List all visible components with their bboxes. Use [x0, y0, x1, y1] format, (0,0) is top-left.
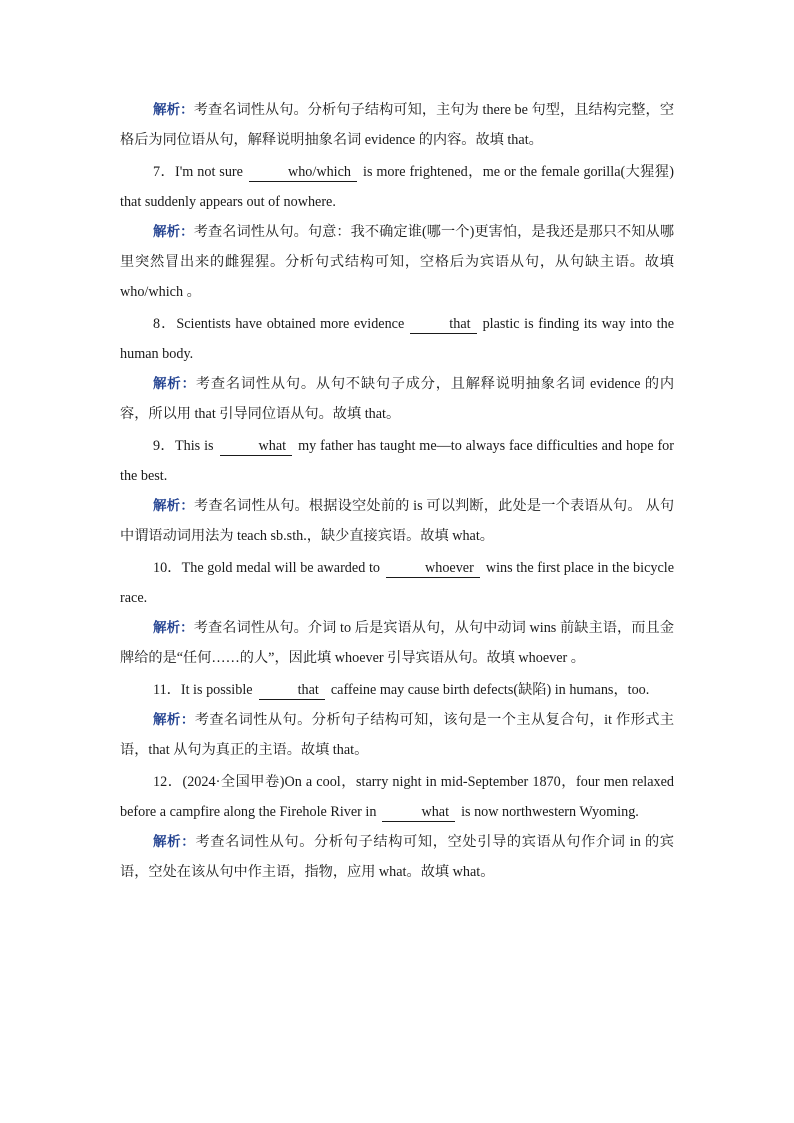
explanation-6 — [120, 95, 674, 155]
explanation-12 — [120, 827, 674, 887]
answer-blank: whoever — [386, 560, 480, 578]
question-9 — [120, 431, 674, 491]
explanation-11 — [120, 705, 674, 765]
question-11 — [120, 675, 674, 705]
question-text-after: caffeine may cause birth defects(缺陷) in humans，too. — [330, 682, 650, 698]
question-text-after: my father has taught me—to always face difficulties and hope for the best. — [120, 438, 674, 484]
answer-blank: who/which — [249, 164, 357, 182]
question-text-before: 10．The gold medal will be awarded to — [153, 560, 380, 576]
answer-blank: that — [410, 316, 476, 334]
explanation-text: 考查名词性从句。从句不缺句子成分，且解释说明抽象名词 evidence 的内容，所以用 that 引导同位语从句。故填 that。 — [120, 376, 675, 422]
question-text-before: 7．I'm not sure — [153, 164, 243, 180]
explanation-10 — [120, 613, 674, 673]
question-8 — [120, 309, 674, 369]
question-10 — [120, 553, 674, 613]
answer-blank: what — [220, 438, 293, 456]
question-7 — [120, 157, 674, 217]
question-text-after: is now northwestern Wyoming. — [461, 804, 639, 820]
question-text-before: 9．This is — [153, 438, 214, 454]
explanation-text: 考查名词性从句。分析句子结构可知，该句是一个主从复合句，it 作形式主语，that 从句为真正的主语。故填 that。 — [120, 712, 675, 758]
explanation-label: 解析： — [153, 376, 196, 392]
question-text-before: 11．It is possible — [153, 682, 253, 698]
explanation-label: 解析： — [153, 834, 196, 850]
explanation-7 — [120, 217, 674, 307]
explanation-label: 解析： — [153, 224, 194, 240]
question-text-after: is more frightened，me or the female gorilla(大猩猩) that suddenly appears out of nowhere. — [120, 164, 674, 210]
answer-blank: that — [259, 682, 325, 700]
explanation-label: 解析： — [153, 102, 194, 118]
question-text-after: plastic is finding its way into the human body. — [120, 316, 674, 362]
explanation-text: 考查名词性从句。介词 to 后是宾语从句，从句中动词 wins 前缺主语，而且金牌给的是“任何……的人”，因此填 whoever 引导宾语从句。故填 whoever 。 — [120, 620, 675, 666]
explanation-label: 解析： — [153, 620, 194, 636]
explanation-9 — [120, 491, 674, 551]
question-12 — [120, 767, 674, 827]
explanation-text: 考查名词性从句。分析句子结构可知，空处引导的宾语从句作介词 in 的宾语，空处在该从句中作主语，指物，应用 what。故填 what。 — [120, 834, 674, 880]
explanation-label: 解析： — [153, 712, 195, 728]
question-text-before: 12．(2024·全国甲卷)On a cool，starry night in mid-September 1870，four men relaxed before a campfire along the Firehole River in — [120, 774, 674, 820]
explanation-label: 解析： — [153, 498, 195, 514]
explanation-8 — [120, 369, 674, 429]
question-text-before: 8．Scientists have obtained more evidence — [153, 316, 405, 332]
document-page — [120, 95, 674, 887]
explanation-text: 考查名词性从句。根据设空处前的 is 可以判断，此处是一个表语从句。 从句中谓语动词用法为 teach sb.sth.，缺少直接宾语。故填 what。 — [120, 498, 675, 544]
explanation-text: 考查名词性从句。分析句子结构可知，主句为 there be 句型，且结构完整，空格后为同位语从句，解释说明抽象名词 evidence 的内容。故填 that。 — [120, 102, 675, 148]
question-text-after: wins the first place in the bicycle race. — [120, 560, 674, 606]
explanation-text: 考查名词性从句。句意：我不确定谁(哪一个)更害怕，是我还是那只不知从哪里突然冒出来的雌猩猩。分析句式结构可知，空格后为宾语从句，从句缺主语。故填 who/which 。 — [120, 224, 675, 300]
answer-blank: what — [382, 804, 455, 822]
